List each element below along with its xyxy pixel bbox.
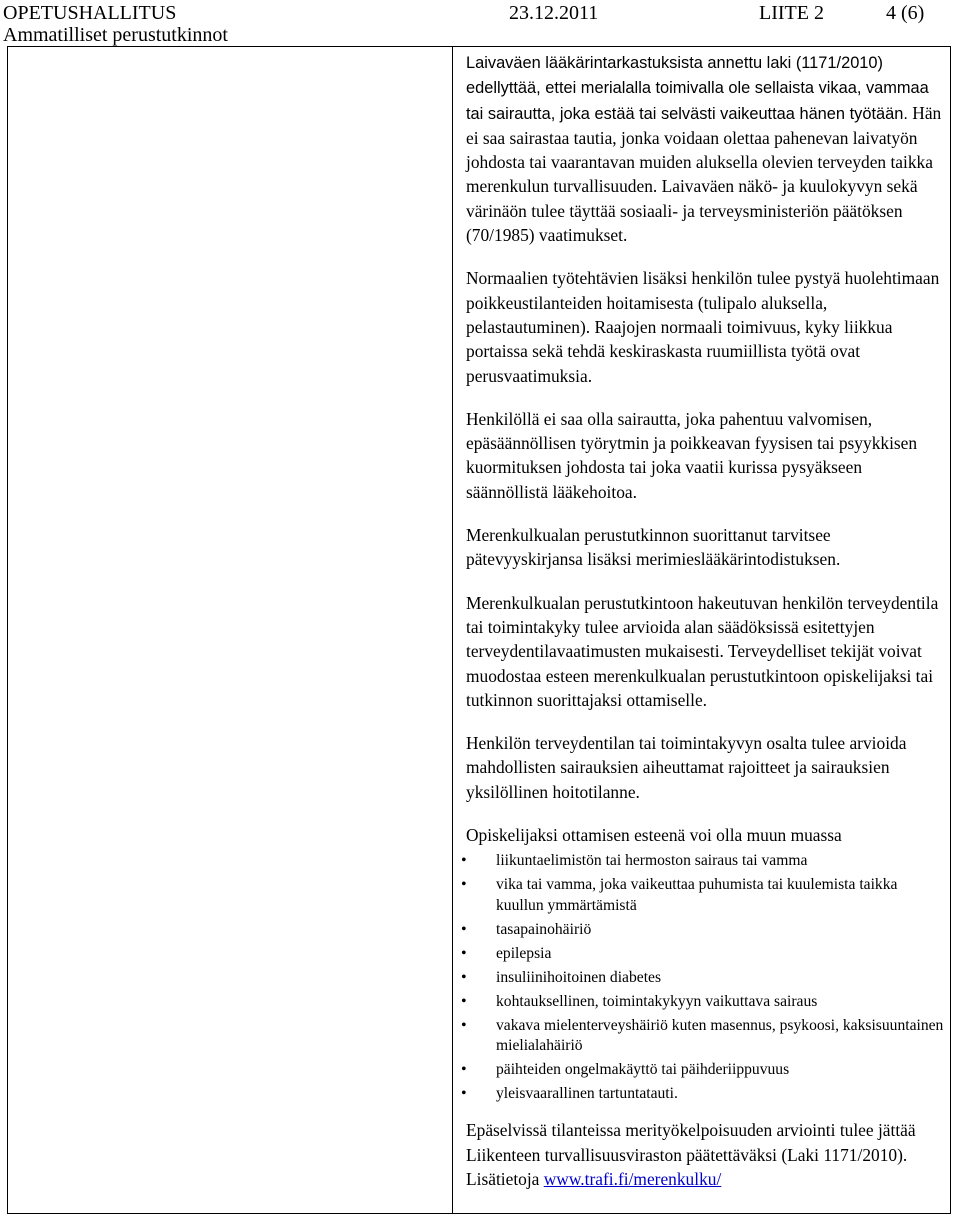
- right-column: [461, 50, 948, 1191]
- page-header: [0, 0, 960, 46]
- list-item-text: insuliinihoitoinen diabetes: [496, 968, 662, 986]
- bullet-icon: •: [461, 876, 467, 894]
- list-item-text: epilepsia: [496, 944, 552, 962]
- paragraph-5: Merenkulkualan perustutkintoon hakeutuvan henkilön terveydentila tai toimintakyky tulee arvioida alan säädöksissä esitettyjen terveydentilavaatimusten mukaisesti. Terveydelliset tekijät voivat muodostaa esteen merenkulkualan perustutkintoon opiskelijaksi tai tutkinnon suorittajaksi ottamiselle.: [466, 592, 939, 710]
- organization-name: OPETUSHALLITUS: [3, 2, 177, 24]
- bullet-icon: •: [461, 944, 467, 962]
- list-item: [461, 944, 948, 965]
- bullet-icon: •: [461, 992, 467, 1010]
- list-item: [461, 875, 948, 916]
- paragraph-3: Henkilöllä ei saa olla sairautta, joka pahentuu valvomisen, epäsäännöllisen työrytmin ja poikkeavan fyysisen tai psyykkisen kuormituksen johdosta tai joka vaatii kurissa pysyäkseen säännöllistä lääkehoitoa.: [466, 408, 918, 502]
- bullet-icon: •: [461, 1016, 467, 1034]
- list-item: [461, 968, 948, 989]
- document-date: 23.12.2011: [509, 2, 599, 24]
- list-item-text: tasapainohäiriö: [496, 920, 592, 938]
- list-item-text: vakava mielenterveyshäiriö kuten masennus, psykoosi, kaksisuuntainen mielialahäiriö: [496, 1016, 944, 1055]
- list-item: [461, 1016, 948, 1057]
- more-info: [466, 1167, 948, 1191]
- paragraph-2: Normaalien työtehtävien lisäksi henkilön tulee pystyä huolehtimaan poikkeustilanteiden hoitamisesta (tulipalo aluksella, pelastautuminen). Raajojen normaali toimivuus, kyky liikkua portaissa sekä tehdä keskiraskasta ruumiillista työtä ovat perusvaatimuksia.: [466, 268, 940, 386]
- bullet-icon: •: [461, 968, 467, 986]
- paragraph-7: Epäselvissä tilanteissa merityökelpoisuuden arviointi tulee jättää Liikenteen turvallisuusviraston päätettäväksi (Laki 1171/2010).: [466, 1120, 916, 1165]
- paragraph-4: Merenkulkualan perustutkinnon suorittanut tarvitsee pätevyyskirjansa lisäksi merimieslääkärintodistuksen.: [466, 525, 841, 570]
- list-item: [461, 851, 948, 872]
- paragraph-1: [466, 50, 948, 247]
- more-info-label: Lisätietoja: [466, 1168, 544, 1189]
- list-item: [461, 992, 948, 1013]
- page-number: 4 (6): [886, 2, 925, 24]
- bullet-icon: •: [461, 1061, 467, 1079]
- list-item: [461, 1084, 948, 1105]
- list-item: [461, 920, 948, 941]
- list-item-text: yleisvaarallinen tartuntatauti.: [496, 1085, 678, 1103]
- trafi-link[interactable]: www.trafi.fi/merenkulku/: [543, 1168, 722, 1189]
- list-item-text: liikuntaelimistön tai hermoston sairaus tai vamma: [496, 852, 808, 870]
- list-item-text: päihteiden ongelmakäyttö tai päihderiippuvuus: [496, 1061, 790, 1079]
- attachment-label: LIITE 2: [759, 2, 824, 24]
- document-subtitle: Ammatilliset perustutkinnot: [3, 24, 228, 46]
- list-item-text: kohtauksellinen, toimintakykyyn vaikuttava sairaus: [496, 992, 818, 1010]
- paragraph-6: Henkilön terveydentilan tai toimintakyvyn osalta tulee arvioida mahdollisten sairauksien aiheuttamat rajoitteet ja sairauksien yksilöllinen hoitotilanne.: [466, 733, 907, 802]
- paragraph-1-lead: Laivaväen lääkärintarkastuksista annettu laki (1171/2010) edellyttää, ettei merialalla toimivalla ole sellaista vikaa, vammaa tai sairautta, joka estää tai selvästi vaikeuttaa hänen työtään.: [466, 54, 929, 123]
- list-intro: Opiskelijaksi ottamisen esteenä voi olla muun muassa: [466, 825, 842, 846]
- list-item-text: vika tai vamma, joka vaikeuttaa puhumista tai kuulemista taikka kuullun ymmärtämistä: [496, 876, 898, 914]
- list-item: [461, 1060, 948, 1081]
- bullet-icon: •: [461, 852, 467, 870]
- obstacle-list: [461, 851, 948, 1105]
- bullet-icon: •: [461, 920, 467, 938]
- bullet-icon: •: [461, 1085, 467, 1103]
- column-divider: [452, 46, 453, 1214]
- paragraph-1-rest: Hän ei saa sairastaa tautia, jonka voidaan olettaa pahenevan laivatyön johdosta tai vaarantavan muiden aluksella olevien terveyden taikka merenkulun turvallisuuden. Laivaväen näkö- ja kuulokyvyn sekä värinäön tulee täyttää sosiaali- ja terveysministeriön päätöksen (70/1985) vaatimukset.: [466, 102, 942, 246]
